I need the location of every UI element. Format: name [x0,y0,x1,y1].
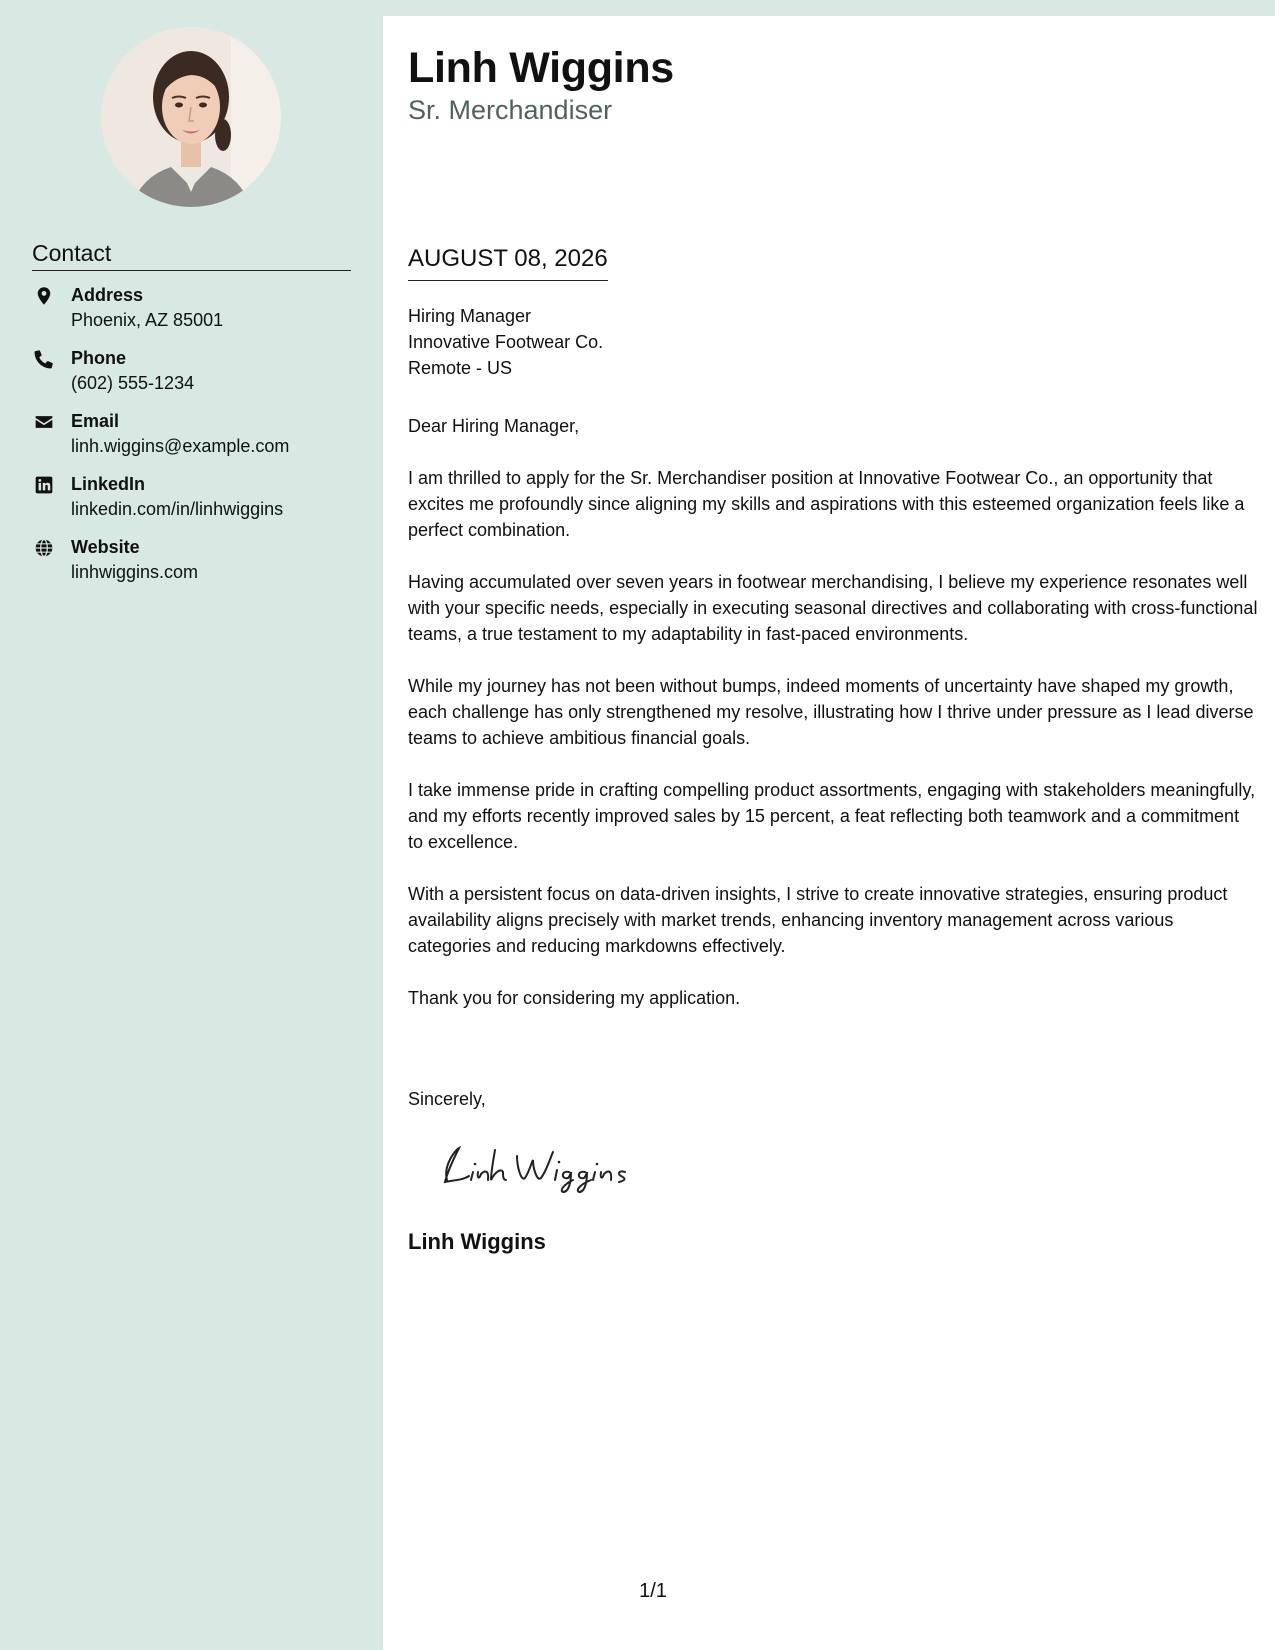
letter-body [408,413,1258,1037]
sidebar [0,0,383,1650]
contact-item-email [32,410,362,473]
body-paragraph: While my journey has not been without bumps, indeed moments of uncertainty have shaped my growth, each challenge has only strengthened my resolve, illustrating how I thrive under pressure as I lead diverse teams to achieve ambitious financial goals. [408,676,1254,748]
job-title: Sr. Merchandiser [408,95,613,125]
body-paragraph: Having accumulated over seven years in footwear merchandising, I believe my experience resonates well with your specific needs, especially in executing seasonal directives and collaborating with cross-functional teams, a true testament to my adaptability in fast-paced environments. [408,572,1258,644]
globe-icon [34,538,54,558]
website-value: linhwiggins.com [71,562,199,582]
letter-date: AUGUST 08, 2026 [408,244,608,281]
contact-item-phone [32,347,362,410]
signature [433,1136,663,1196]
linkedin-icon [34,475,54,495]
contact-heading: Contact [32,240,351,271]
signer-name: Linh Wiggins [408,1229,546,1254]
salutation: Dear Hiring Manager, [408,416,580,436]
closing: Sincerely, [408,1089,486,1109]
website-label: Website [71,537,140,557]
recipient-line: Hiring Manager [408,306,532,326]
page-number: 1/1 [639,1580,667,1602]
address-value: Phoenix, AZ 85001 [71,310,224,330]
address-label: Address [71,285,144,305]
applicant-name: Linh Wiggins [408,44,674,92]
email-value: linh.wiggins@example.com [71,436,290,456]
recipient-line: Remote - US [408,358,513,378]
phone-label: Phone [71,348,127,368]
contact-list [32,284,362,599]
linkedin-value: linkedin.com/in/linhwiggins [71,499,284,519]
email-label: Email [71,411,120,431]
phone-value: (602) 555-1234 [71,373,195,393]
body-paragraph: I am thrilled to apply for the Sr. Merchandiser position at Innovative Footwear Co., an opportunity that excites me profoundly since aligning my skills and aspirations with this esteemed organization feels like a perfect combination. [408,468,1245,540]
recipient-line: Innovative Footwear Co. [408,332,604,352]
body-paragraph: I take immense pride in crafting compelling product assortments, engaging with stakeholders meaningfully, and my efforts recently improved sales by 15 percent, a feat reflecting both teamwork and a commitment to excellence. [408,780,1256,852]
avatar-photo [101,27,281,207]
avatar [101,27,281,207]
contact-item-website [32,536,362,599]
map-pin-icon [34,286,54,306]
envelope-icon [34,412,54,432]
recipient-block [408,303,603,381]
body-paragraph: With a persistent focus on data-driven insights, I strive to create innovative strategies, ensuring product availability aligns precisely with market trends, enhancing inventory management across various categories and reducing markdowns effectively. [408,884,1228,956]
body-paragraph: Thank you for considering my application. [408,988,741,1008]
linkedin-label: LinkedIn [71,474,146,494]
contact-item-address [32,284,362,347]
contact-item-linkedin [32,473,362,536]
phone-icon [34,349,54,369]
letter-page [383,16,1275,1650]
